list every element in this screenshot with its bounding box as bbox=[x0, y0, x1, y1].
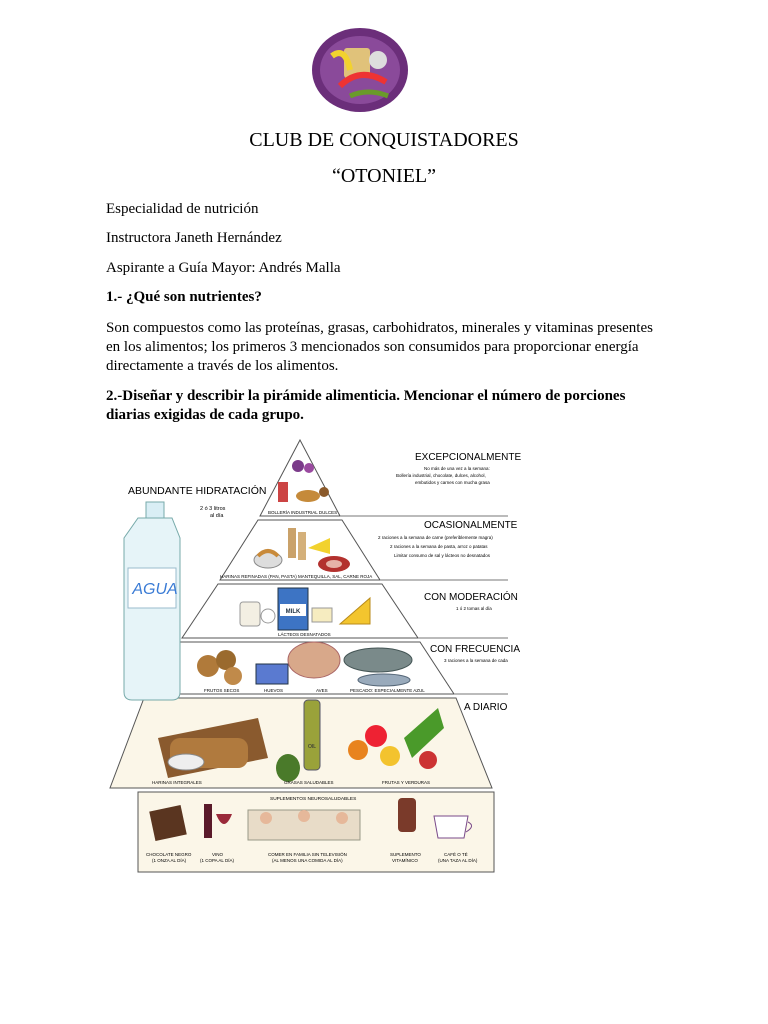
oil-bottle-label: OIL bbox=[307, 744, 317, 750]
occasional-line-3: Limitar consumo de sal y lácteos no desnatados bbox=[394, 553, 491, 558]
document-title: CLUB DE CONQUISTADORES bbox=[249, 129, 519, 151]
question-2: 2.-Diseñar y describir la pirámide alimenticia. Mencionar el número de porciones diarias exigidas de cada grupo. bbox=[106, 388, 626, 423]
base-coffee-1: CAFÉ O TÉ bbox=[444, 852, 468, 857]
base-supplement-1: SUPLEMENTO bbox=[390, 852, 421, 857]
frequent-label-4: PESCADO: ESPECIALMENTE AZUL bbox=[350, 688, 425, 693]
document-subtitle: “OTONIEL” bbox=[331, 165, 437, 187]
base-supplement-2: VITAMÍNICO bbox=[392, 858, 418, 863]
moderation-title: CON MODERACIÓN bbox=[424, 592, 518, 603]
frequent-label-1: FRUTOS SECOS bbox=[204, 688, 240, 693]
milk-carton-label: MILK bbox=[285, 609, 301, 615]
occasional-line-1: 2 raciones a la semana de carne (preferiblemente magra) bbox=[378, 535, 493, 540]
daily-title: A DIARIO bbox=[464, 702, 508, 713]
base-family-2: (AL MENOS UNA COMIDA AL DÍA) bbox=[272, 858, 343, 863]
frequent-label-2: HUEVOS bbox=[264, 688, 284, 693]
water-bottle-icon bbox=[124, 502, 180, 700]
hydration-note-1: 2 ó 3 litros bbox=[200, 506, 226, 512]
base-coffee-2: (UNA TAZA AL DÍA) bbox=[438, 858, 478, 863]
base-chocolate-2: (1 ONZA AL DÍA) bbox=[152, 858, 187, 863]
hydration-title: ABUNDANTE HIDRATACIÓN bbox=[128, 485, 267, 497]
frequent-label-3: AVES bbox=[316, 688, 328, 693]
moderation-line-1: 1 ó 2 tomas al día bbox=[456, 606, 492, 611]
occasional-label: HARINAS REFINADAS (PAN, PASTA) MANTEQUILLA, SAL, CARNE ROJA bbox=[220, 574, 373, 579]
exceptional-line-1: No más de una vez a la semana: bbox=[424, 466, 490, 471]
daily-label-3: FRUTAS Y VERDURAS bbox=[382, 780, 431, 785]
bottle-label: AGUA bbox=[132, 581, 178, 598]
frequent-title: CON FRECUENCIA bbox=[430, 644, 521, 655]
specialty-line: Especialidad de nutrición bbox=[106, 201, 259, 217]
exceptional-label: BOLLERÍA INDUSTRIAL DULCES bbox=[268, 510, 338, 515]
frequent-line-1: 3 raciones a la semana de cada bbox=[444, 658, 508, 663]
base-wine-1: VINO bbox=[212, 852, 224, 857]
occasional-title: OCASIONALMENTE bbox=[424, 520, 518, 531]
daily-label-2: GRASAS SALUDABLES bbox=[284, 780, 334, 785]
base-family-1: COMER EN FAMILIA SIN TELEVISIÓN bbox=[268, 852, 347, 857]
candidate-line: Aspirante a Guía Mayor: Andrés Malla bbox=[106, 260, 341, 276]
base-chocolate-1: CHOCOLATE NEGRO bbox=[146, 852, 192, 857]
hydration-note-2: al día bbox=[210, 513, 224, 519]
exceptional-line-2: Bollería industrial, chocolate, dulces, alcohol, bbox=[396, 473, 486, 478]
club-logo-image bbox=[310, 26, 410, 114]
base-wine-2: (1 COPA AL DÍA) bbox=[200, 858, 235, 863]
instructor-line: Instructora Janeth Hernández bbox=[106, 230, 282, 246]
occasional-line-2: 2 raciones a la semana de pasta, arroz o patatas bbox=[390, 544, 488, 549]
question-1: 1.- ¿Qué son nutrientes? bbox=[106, 289, 262, 305]
food-pyramid-image bbox=[108, 438, 522, 874]
moderation-label: LÁCTEOS DESNATADOS bbox=[278, 632, 331, 637]
answer-1: Son compuestos como las proteínas, grasas, carbohidratos, minerales y vitaminas presentes en los alimentos; los primeros 3 mencionados son consumidos para proporcionar energía directamente a través de los alimentos. bbox=[106, 320, 653, 374]
exceptional-title: EXCEPCIONALMENTE bbox=[415, 452, 522, 463]
exceptional-line-3: embutidos y carnes con mucha grasa bbox=[415, 480, 490, 485]
daily-label-1: HARINAS INTEGRALES bbox=[152, 780, 202, 785]
base-title: SUPLEMENTOS NEUROSALUDABLES bbox=[270, 797, 357, 802]
